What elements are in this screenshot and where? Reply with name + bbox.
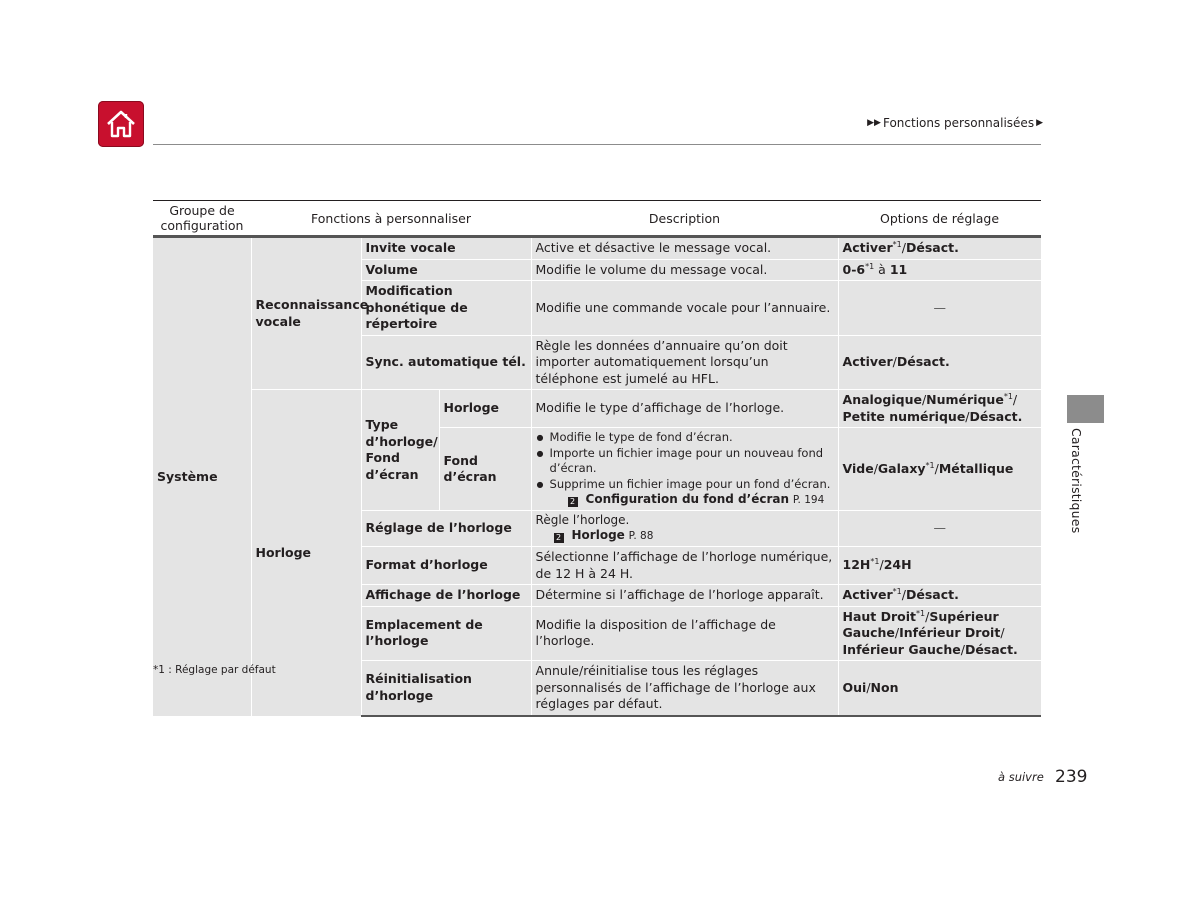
col-header-description: Description — [531, 201, 838, 237]
function-name: Emplacement de l’horloge — [361, 606, 531, 661]
function-description: Modifie le type d’affichage de l’horloge. — [531, 390, 838, 428]
table-row — [153, 390, 1041, 428]
col-header-functions: Fonctions à personnaliser — [251, 201, 531, 237]
function-description: Active et désactive le message vocal. — [531, 237, 838, 260]
breadcrumb-label: Fonctions personnalisées — [882, 116, 1035, 130]
function-description — [531, 428, 838, 511]
function-description: Sélectionne l’affichage de l’horloge numérique, de 12 H à 24 H. — [531, 547, 838, 585]
home-icon — [105, 108, 137, 140]
option-values: $12H^{*1}/24H$ — [838, 547, 1041, 585]
function-description: Annule/réinitialise tous les réglages personnalisés de l’affichage de l’horloge aux réglages par défaut. — [531, 661, 838, 716]
function-description: Modifie la disposition de l’affichage de l’horloge. — [531, 606, 838, 661]
function-name: Modification phonétique de répertoire — [361, 281, 531, 336]
table-row — [153, 237, 1041, 260]
function-description: Règle les données d’annuaire qu’on doit importer automatiquement lorsqu’un téléphone est jumelé au HFL. — [531, 335, 838, 390]
option-values: Analogique/Numérique$^{*1}$/ Petite numérique/Désact. — [838, 390, 1041, 428]
subgroup-cell: Reconnaissance vocale — [251, 237, 361, 390]
option-values: — — [838, 281, 1041, 336]
function-name: Volume — [361, 259, 531, 281]
header-divider — [153, 144, 1041, 145]
function-name: Invite vocale — [361, 237, 531, 260]
option-values: Oui/Non — [838, 661, 1041, 716]
group-cell: Système — [153, 237, 251, 716]
breadcrumb[interactable] — [867, 116, 1043, 130]
option-values: Activer/Désact. — [838, 335, 1041, 390]
option-values: Activer$^{*1}$/Désact. — [838, 585, 1041, 607]
function-description: Détermine si l’affichage de l’horloge apparaît. — [531, 585, 838, 607]
col-header-options: Options de réglage — [838, 201, 1041, 237]
continued-label: à suivre — [998, 770, 1044, 784]
page-number: 239 — [1055, 767, 1088, 787]
option-values: — — [838, 511, 1041, 547]
home-button[interactable] — [98, 101, 144, 147]
function-name: Réglage de l’horloge — [361, 511, 531, 547]
description-bullet: ● Supprime un fichier image pour un fond d’écran. — [536, 477, 834, 493]
reference-arrow-icon: 2 — [554, 533, 564, 543]
breadcrumb-end-arrow-icon: ▶ — [1036, 118, 1043, 128]
table-header-row — [153, 201, 1041, 237]
function-name: Sync. automatique tél. — [361, 335, 531, 390]
function-name: Format d’horloge — [361, 547, 531, 585]
function-description: Règle l’horloge. 2 Horloge P. 88 — [531, 511, 838, 547]
option-values: 0-6$^{*1}$ à 11 — [838, 259, 1041, 281]
section-tab[interactable] — [1067, 395, 1104, 423]
settings-table — [153, 200, 1041, 717]
function-description: Modifie une commande vocale pour l’annuaire. — [531, 281, 838, 336]
function-name: Horloge — [439, 390, 531, 428]
cross-reference-link[interactable]: 2 Horloge P. 88 — [536, 528, 834, 544]
breadcrumb-arrow-icon: ▶▶ — [867, 118, 881, 128]
option-values: Vide/Galaxy$^{*1}$/Métallique — [838, 428, 1041, 511]
col-header-group: Groupe de configuration — [153, 201, 251, 237]
reference-arrow-icon: 2 — [568, 497, 578, 507]
function-description: Modifie le volume du message vocal. — [531, 259, 838, 281]
function-group-name: Type d’horloge/ Fond d’écran — [361, 390, 439, 511]
function-name: Affichage de l’horloge — [361, 585, 531, 607]
cross-reference-link[interactable]: 2 Configuration du fond d’écran P. 194 — [536, 492, 834, 508]
description-bullet: ● Modifie le type de fond d’écran. — [536, 430, 834, 446]
footnote: *1 : Réglage par défaut — [153, 664, 276, 676]
section-tab-label: Caractéristiques — [1069, 428, 1084, 534]
description-bullet: ● Importe un fichier image pour un nouveau fond d’écran. — [536, 446, 834, 477]
option-values: Activer$^{*1}$/Désact. — [838, 237, 1041, 260]
option-values: Haut Droit$^{*1}$/Supérieur Gauche/Inférieur Droit/ Inférieur Gauche/Désact. — [838, 606, 1041, 661]
function-name: Fond d’écran — [439, 428, 531, 511]
subgroup-cell: Horloge — [251, 390, 361, 716]
function-name: Réinitialisation d’horloge — [361, 661, 531, 716]
